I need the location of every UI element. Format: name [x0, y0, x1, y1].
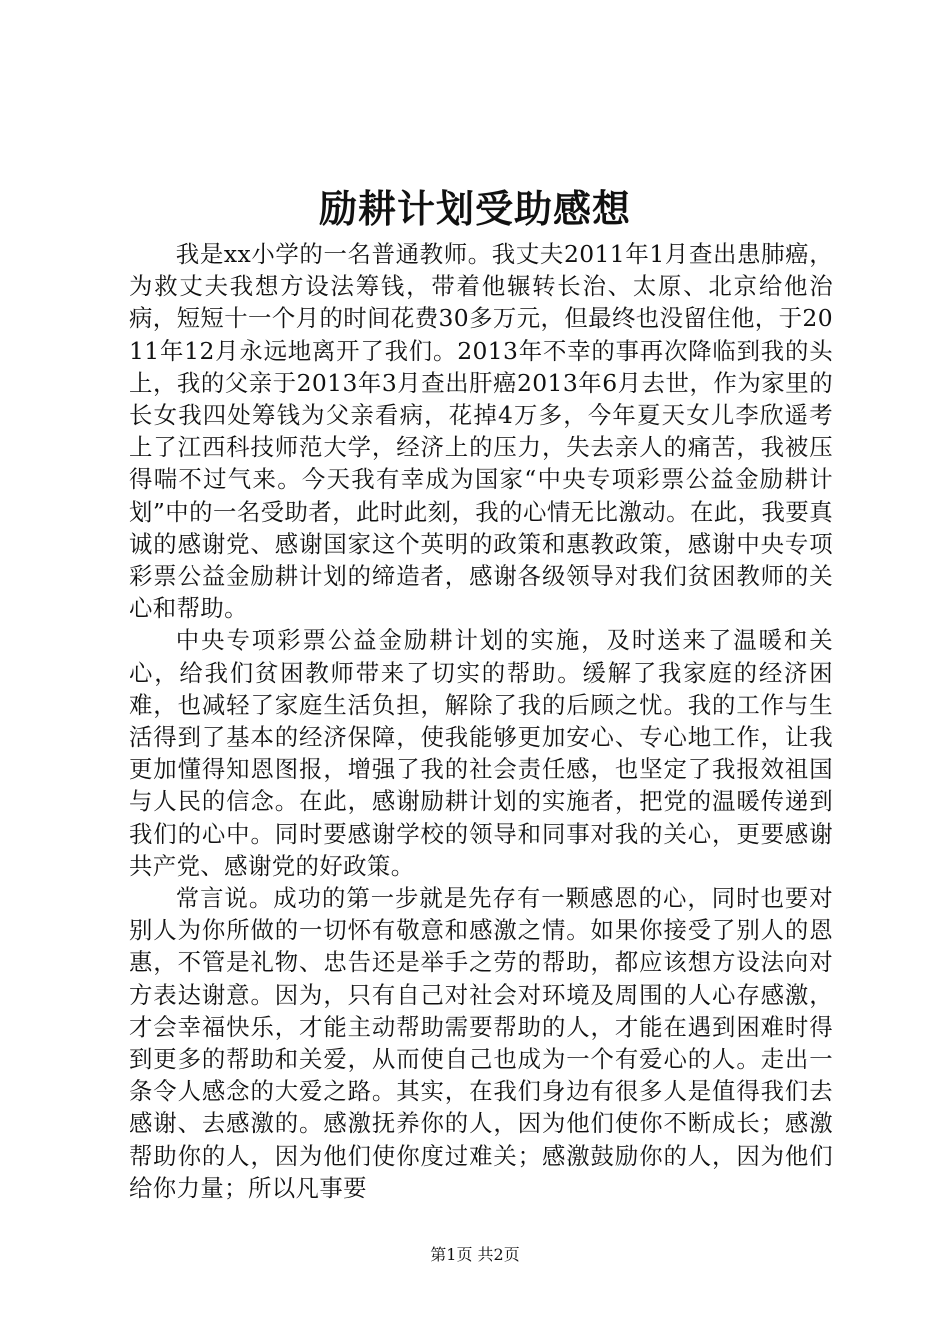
- document-body: [129, 238, 833, 1204]
- page-footer: 第1页 共2页: [430, 1245, 520, 1264]
- paragraph-1: 我是xx小学的一名普通教师。我丈夫2011年1月查出患肺癌，为救丈夫我想方设法筹钱，带着他辗转长治、太原、北京给他治病，短短十一个月的时间花费30多万元，但最终也没留住他，于2011年12月永远地离开了我们。2013年不幸的事再次降临到我的头上，我的父亲于2013年3月查出肝癌2013年6月去世，作为家里的长女我四处筹钱为父亲看病，花掉4万多，今年夏天女儿李欣遥考上了江西科技师范大学，经济上的压力，失去亲人的痛苦，我被压得喘不过气来。今天我有幸成为国家“中央专项彩票公益金励耕计划”中的一名受助者，此时此刻，我的心情无比激动。在此，我要真诚的感谢党、感谢国家这个英明的政策和惠教政策，感谢中央专项彩票公益金励耕计划的缔造者，感谢各级领导对我们贫困教师的关心和帮助。: [129, 240, 833, 623]
- paragraph-2: 中央专项彩票公益金励耕计划的实施，及时送来了温暖和关心，给我们贫困教师带来了切实的帮助。缓解了我家庭的经济困难，也减轻了家庭生活负担，解除了我的后顾之忧。我的工作与生活得到了基本的经济保障，使我能够更加安心、专心地工作，让我更加懂得知恩图报，增强了我的社会责任感，也坚定了我报效祖国与人民的信念。在此，感谢励耕计划的实施者，把党的温暖传递到我们的心中。同时要感谢学校的领导和同事对我的关心，更要感谢共产党、感谢党的好政策。: [129, 626, 833, 880]
- document-title: 励耕计划受助感想: [318, 186, 631, 231]
- paragraph-3: 常言说。成功的第一步就是先存有一颗感恩的心，同时也要对别人为你所做的一切怀有敬意和感激之情。如果你接受了别人的恩惠，不管是礼物、忠告还是举手之劳的帮助，都应该想方设法向对方表达谢意。因为，只有自己对社会对环境及周围的人心存感激，才会幸福快乐，才能主动帮助需要帮助的人，才能在遇到困难时得到更多的帮助和关爱，从而使自己也成为一个有爱心的人。走出一条令人感念的大爱之路。其实，在我们身边有很多人是值得我们去感谢、去感激的。感激抚养你的人，因为他们使你不断成长；感激帮助你的人，因为他们使你度过难关；感激鼓励你的人，因为他们给你力量；所以凡事要: [129, 884, 833, 1202]
